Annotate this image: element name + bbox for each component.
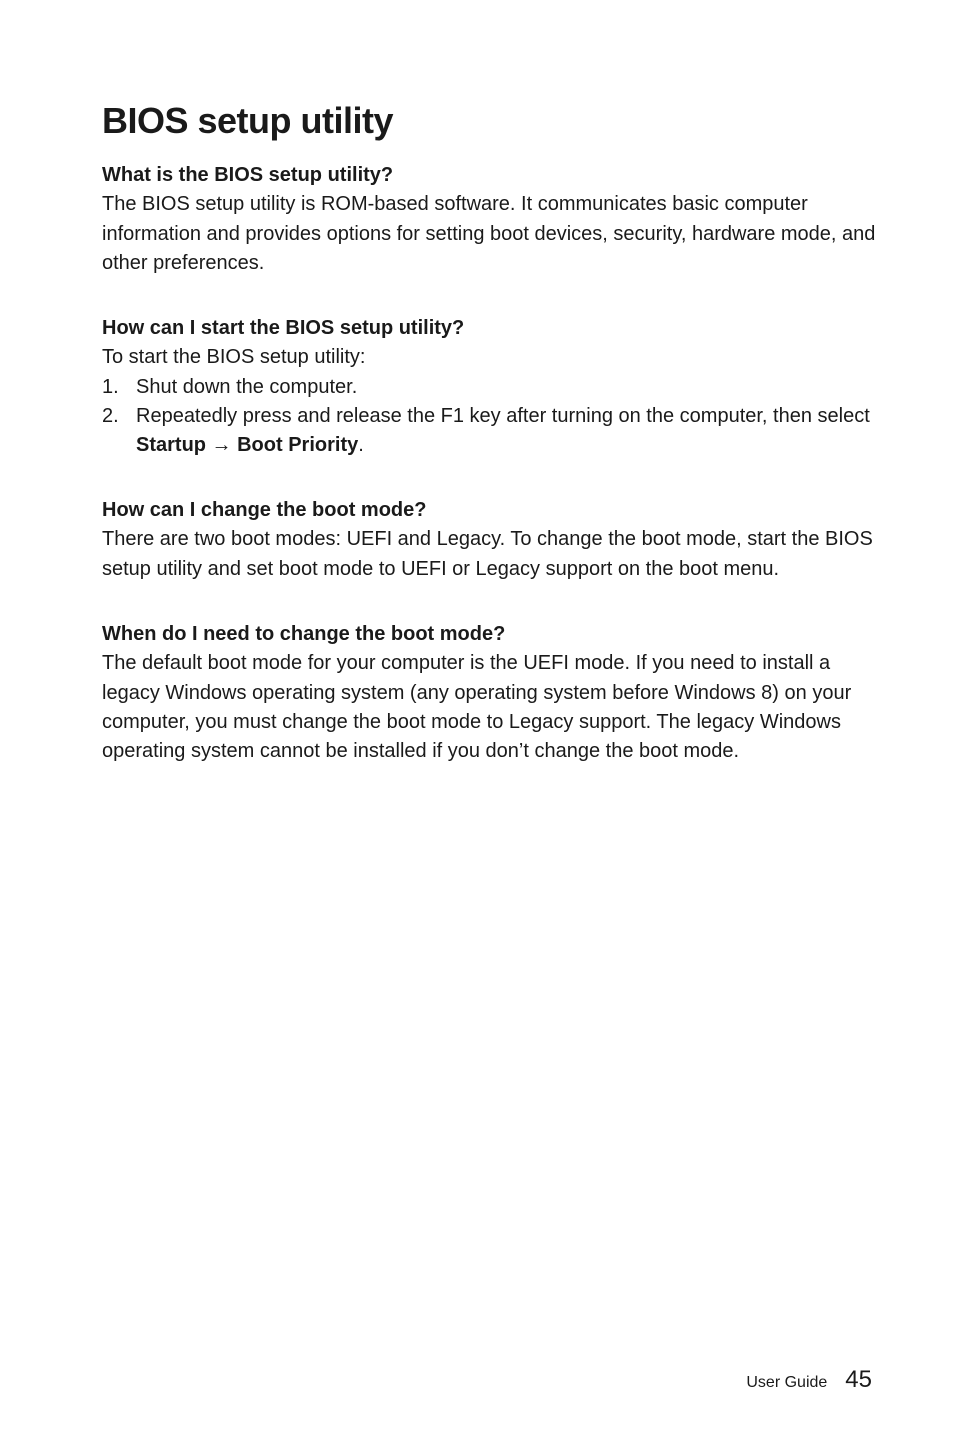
section-intro: To start the BIOS setup utility: xyxy=(102,346,366,369)
footer-label: User Guide xyxy=(746,1374,828,1391)
step-text: Shut down the computer. xyxy=(136,375,358,398)
section-when-change-boot-mode xyxy=(102,620,882,766)
steps-list xyxy=(102,373,882,461)
section-start-bios xyxy=(102,314,882,460)
section-heading: What is the BIOS setup utility? xyxy=(102,164,394,186)
section-heading: How can I change the boot mode? xyxy=(102,499,427,521)
menu-path: Startup → Boot Priority xyxy=(136,434,359,457)
section-heading: When do I need to change the boot mode? xyxy=(102,623,506,645)
page-number: 45 xyxy=(845,1366,872,1393)
page-title: BIOS setup utility xyxy=(102,100,394,141)
page-footer xyxy=(746,1366,872,1394)
section-what-is-bios xyxy=(102,161,882,278)
step-number: 1. xyxy=(102,375,119,398)
section-body: There are two boot modes: UEFI and Legacy. To change the boot mode, start the BIOS setup utility and set boot mode to UEFI or Legacy support on the boot menu. xyxy=(102,528,873,580)
section-change-boot-mode xyxy=(102,496,882,584)
step-item xyxy=(102,373,882,402)
section-body: The BIOS setup utility is ROM-based software. It communicates basic computer information and provides options for setting boot devices, security, hardware mode, and other preferences. xyxy=(102,193,876,274)
step-number: 2. xyxy=(102,404,119,427)
section-heading: How can I start the BIOS setup utility? xyxy=(102,317,465,339)
step-text: Repeatedly press and release the F1 key after turning on the computer, then select xyxy=(136,404,870,427)
step-suffix: . xyxy=(358,434,364,457)
section-body: The default boot mode for your computer is the UEFI mode. If you need to install a legacy Windows operating system (any operating system before Windows 8) on your computer, you must change the boot mode to Legacy support. The legacy Windows operating system cannot be installed if you don’t change the boot mode. xyxy=(102,652,852,763)
step-item xyxy=(102,402,882,461)
